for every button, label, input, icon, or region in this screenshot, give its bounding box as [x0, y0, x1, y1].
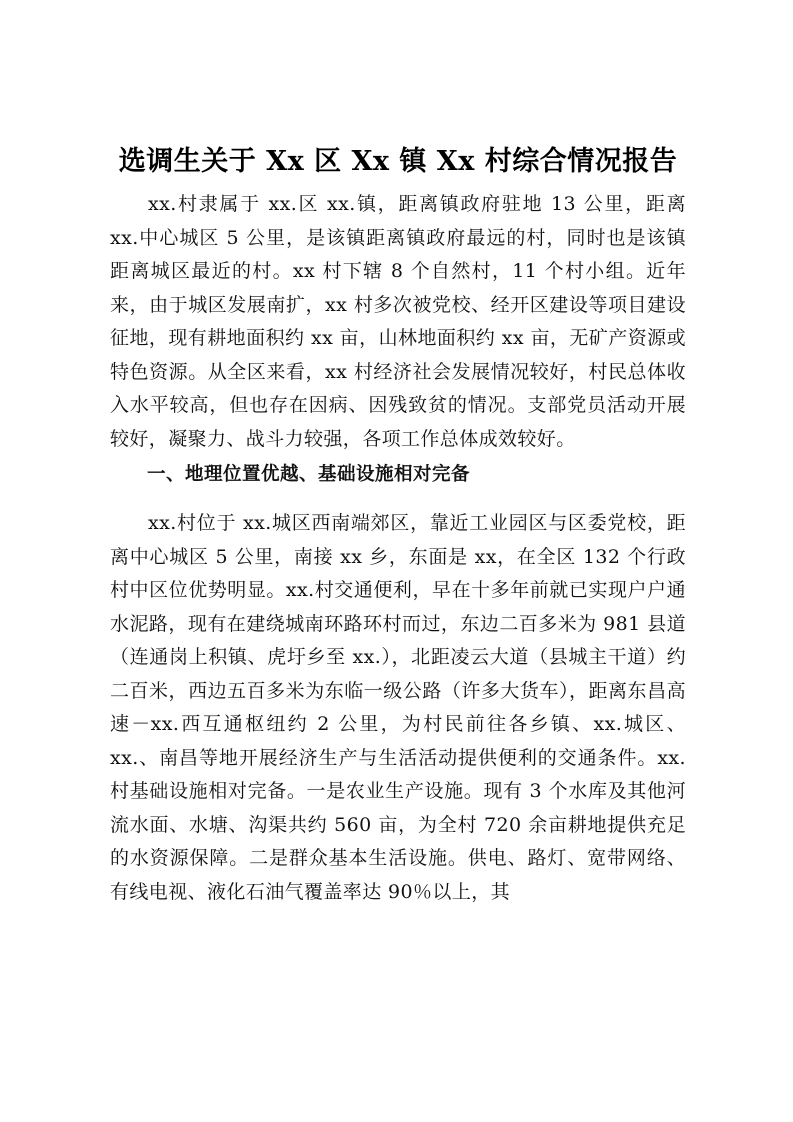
- section-heading-1: 一、地理位置优越、基础设施相对完备: [147, 464, 471, 485]
- document-title: 选调生关于 Xx 区 Xx 镇 Xx 村综合情况报告: [118, 146, 678, 177]
- document-page: [110, 140, 686, 909]
- section-1-paragraph: xx.村位于 xx.城区西南端郊区，靠近工业园区与区委党校，距离中心城区 5 公里，南接 xx 乡，东面是 xx，在全区 132 个行政村中区位优势明显。xx.村交通便利，早在十多年前就已实现户户通水泥路，现有在建绕城南环路环村而过，东边二百多米为 981 县道（连通岗上积镇、虎圩乡至 xx.），北距凌云大道（县城主干道）约二百米，西边五百多米为东临一级公路（许多大货车），距离东昌高速－xx.西互通枢纽约 2 公里，为村民前往各乡镇、xx.城区、xx.、南昌等地开展经济生产与生活活动提供便利的交通条件。xx.村基础设施相对完备。一是农业生产设施。现有 3 个水库及其他河流水面、水塘、沟渠共约 560 亩，为全村 720 余亩耕地提供充足的水资源保障。二是群众基本生活设施。供电、路灯、宽带网络、有线电视、液化石油气覆盖率达 90％以上，其: [110, 512, 686, 903]
- intro-paragraph: xx.村隶属于 xx.区 xx.镇，距离镇政府驻地 13 公里，距离 xx.中心城区 5 公里，是该镇距离镇政府最远的村，同时也是该镇距离城区最近的村。xx 村下辖 8 个自然村，11 个村小组。近年来，由于城区发展南扩，xx 村多次被党校、经开区建设等项目建设征地，现有耕地面积约 xx 亩，山林地面积约 xx 亩，无矿产资源或特色资源。从全区来看，xx 村经济社会发展情况较好，村民总体收入水平较高，但也存在因病、因残致贫的情况。支部党员活动开展较好，凝聚力、战斗力较强，各项工作总体成效较好。: [110, 193, 686, 450]
